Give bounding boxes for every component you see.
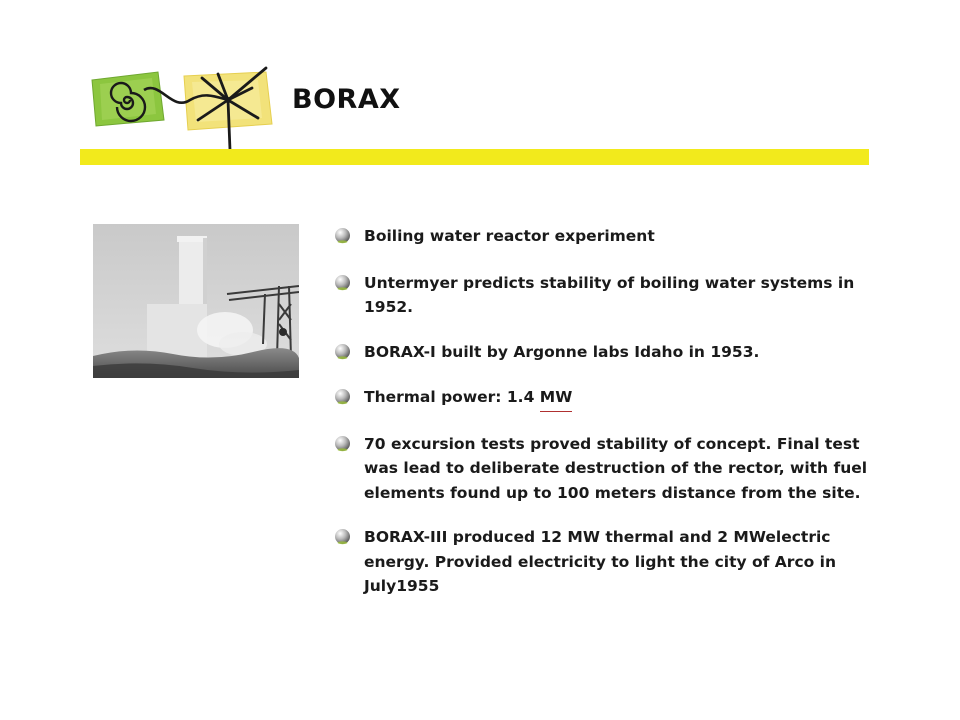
bullet-item: 70 excursion tests proved stability of concept. Final test was lead to deliberate destruction of the rector, with fuel elements found up to 100 meters distance from the site. — [332, 432, 872, 506]
bullet-item: BORAX-I built by Argonne labs Idaho in 1953. — [332, 340, 872, 365]
spiral-star-logo-icon — [80, 62, 280, 154]
bullet-item: Boiling water reactor experiment — [332, 224, 872, 249]
sphere-bullet-icon — [334, 227, 351, 244]
sphere-bullet-icon — [334, 274, 351, 291]
slide-title: BORAX — [292, 84, 401, 115]
sphere-bullet-icon — [334, 528, 351, 545]
title-underline-bar — [80, 149, 869, 165]
bullet-list — [332, 224, 872, 599]
sphere-bullet-icon — [334, 388, 351, 405]
bullet-item: Untermyer predicts stability of boiling water systems in 1952. — [332, 271, 872, 320]
reactor-photo — [93, 224, 299, 378]
bullet-item: BORAX-III produced 12 MW thermal and 2 MWelectric energy. Provided electricity to light the city of Arco in July1955 — [332, 525, 872, 599]
thermal-power-unit: MW — [540, 385, 573, 412]
sphere-bullet-icon — [334, 343, 351, 360]
sphere-bullet-icon — [334, 435, 351, 452]
bullet-item: Thermal power: 1.4 MW — [332, 385, 872, 412]
